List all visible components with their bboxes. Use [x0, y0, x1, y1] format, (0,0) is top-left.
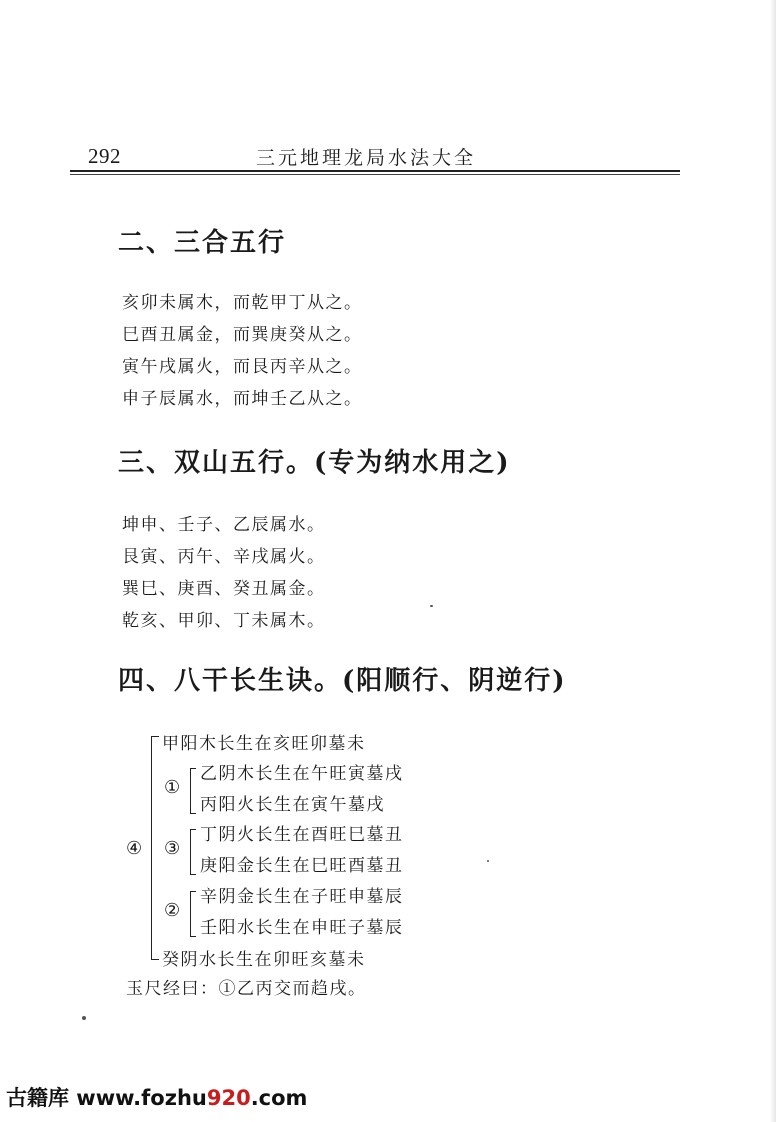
scan-edge — [770, 0, 776, 1122]
note-line: 玉尺经曰：①乙丙交而趋戌。 — [126, 979, 367, 999]
watermark-domain: fozhu — [141, 1086, 207, 1110]
running-title: 三元地理龙局水法大全 — [256, 147, 477, 169]
watermark-number: 920 — [206, 1086, 251, 1110]
text-line: 乾亥、甲卯、丁未属木。 — [122, 611, 326, 631]
rule-line: 壬阳水长生在申旺子墓辰 — [200, 918, 404, 938]
top-line: 甲阳木长生在亥旺卯墓未 — [162, 734, 366, 754]
text-line: 亥卯未属木，而乾甲丁从之。 — [122, 293, 363, 313]
section-heading-shuangshan: 三、双山五行。(专为纳水用之) — [118, 448, 511, 478]
text-line: 寅午戌属火，而艮丙辛从之。 — [122, 357, 363, 377]
rule-line: 辛阴金长生在子旺申墓辰 — [200, 887, 404, 907]
inner-bracket — [190, 891, 196, 937]
rule-line: 庚阳金长生在巳旺酉墓丑 — [200, 856, 404, 876]
inner-bracket — [190, 768, 196, 814]
group-mark: ② — [164, 900, 181, 921]
text-line: 申子辰属水，而坤壬乙从之。 — [122, 389, 363, 409]
bottom-line: 癸阴水长生在卯旺亥墓未 — [162, 950, 366, 970]
rule-line: 乙阴木长生在午旺寅墓戌 — [200, 764, 404, 784]
text-line: 坤申、壬子、乙辰属水。 — [122, 515, 326, 535]
scan-speck — [430, 605, 433, 607]
text-line: 巽巳、庚酉、癸丑属金。 — [122, 579, 326, 599]
inner-bracket — [190, 829, 196, 875]
outer-bracket — [151, 736, 159, 960]
text-line: 艮寅、丙午、辛戌属火。 — [122, 547, 326, 567]
rule-line: 丁阴火长生在酉旺巳墓丑 — [200, 825, 404, 845]
scan-speck — [82, 1016, 86, 1020]
header-rule — [70, 170, 680, 172]
watermark-prefix: 古籍库 www. — [6, 1086, 142, 1110]
page-number: 292 — [88, 144, 121, 168]
rule-line: 丙阳火长生在寅午墓戌 — [200, 795, 385, 815]
section-heading-sanhe: 二、三合五行 — [118, 228, 287, 258]
watermark-suffix: .com — [250, 1086, 308, 1110]
scan-speck — [487, 860, 489, 862]
group-mark: ① — [164, 777, 181, 798]
watermark — [6, 1082, 307, 1112]
text-line: 巳酉丑属金，而巽庚癸从之。 — [122, 325, 363, 345]
group-mark: ③ — [164, 838, 181, 859]
outer-circle-mark: ④ — [126, 838, 143, 859]
header-rule-thin — [70, 174, 680, 175]
section-heading-changsheng: 四、八干长生诀。(阳顺行、阴逆行) — [118, 666, 567, 696]
